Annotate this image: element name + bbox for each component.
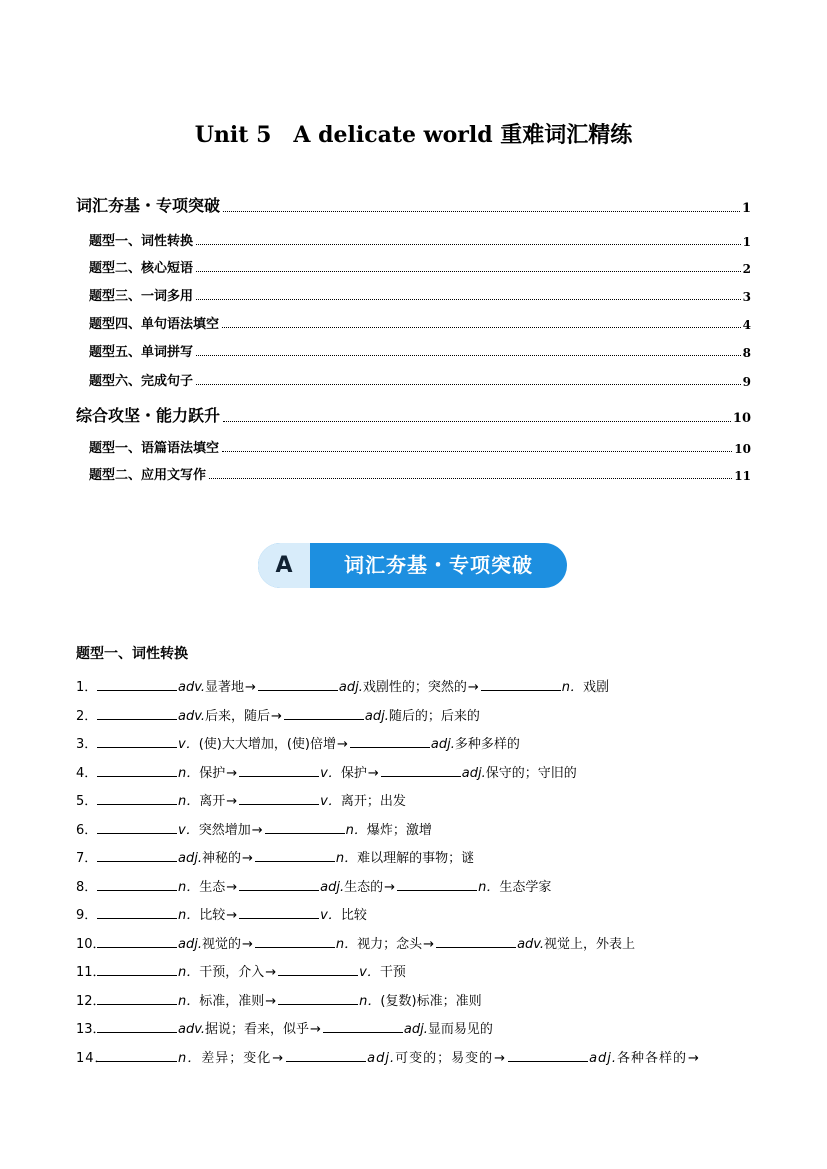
- exercise-item: [76, 790, 406, 809]
- answer-blank[interactable]: [508, 1049, 588, 1062]
- answer-blank[interactable]: [239, 764, 319, 777]
- definition: 多种多样的: [454, 737, 520, 752]
- arrow-icon: →: [226, 908, 238, 923]
- answer-blank[interactable]: [239, 906, 319, 919]
- exercise-item: [76, 990, 482, 1009]
- section-heading: 题型一、词性转换: [76, 646, 188, 662]
- toc-entry-label: 题型五、单词拼写: [89, 345, 194, 360]
- exercise-item: [76, 961, 406, 980]
- definition: (复数)标准；准则: [380, 994, 482, 1009]
- answer-blank[interactable]: [481, 678, 561, 691]
- definition: 视觉的: [201, 937, 241, 952]
- exercise-number: 10．: [76, 937, 106, 952]
- banner-letter: A: [275, 553, 293, 578]
- part-of-speech: n．: [335, 851, 358, 866]
- toc-entry-page: 8: [742, 346, 751, 360]
- definition: 显著地: [204, 680, 244, 695]
- part-of-speech: v．: [320, 794, 341, 809]
- definition: 随后的；后来的: [388, 709, 480, 724]
- answer-blank[interactable]: [97, 678, 177, 691]
- exercise-number: 4．: [76, 766, 98, 781]
- toc-leader-dots: [223, 210, 740, 212]
- document-title: Unit 5 A delicate world 重难词汇精练: [194, 122, 633, 148]
- toc-entry[interactable]: [89, 464, 751, 483]
- arrow-icon: →: [241, 851, 253, 866]
- part-of-speech: n．: [345, 823, 367, 838]
- answer-blank[interactable]: [278, 963, 358, 976]
- toc-entry-page: 3: [742, 290, 751, 304]
- part-of-speech: n．: [478, 880, 500, 895]
- definition: 离开: [199, 794, 226, 809]
- answer-blank[interactable]: [286, 1049, 366, 1062]
- part-of-speech: v．: [178, 823, 199, 838]
- definition: (使)大大增加，(使)倍增: [198, 737, 336, 752]
- exercise-item: [76, 876, 551, 895]
- part-of-speech: adj.: [589, 1051, 618, 1066]
- arrow-icon: →: [467, 680, 479, 695]
- exercise-number: 6．: [76, 823, 98, 838]
- definition: 视觉上，外表上: [544, 937, 636, 952]
- arrow-icon: →: [310, 1022, 321, 1037]
- exercise-item: [76, 904, 367, 923]
- toc-entry-page: 2: [742, 262, 751, 276]
- arrow-icon: →: [494, 1051, 507, 1066]
- part-of-speech: n．: [178, 908, 200, 923]
- toc-entry[interactable]: [89, 437, 751, 456]
- toc-entry[interactable]: [76, 193, 751, 216]
- part-of-speech: adv.: [517, 937, 545, 952]
- toc-entry-label: 题型二、核心短语: [89, 261, 194, 276]
- part-of-speech: n．: [178, 794, 200, 809]
- arrow-icon: →: [384, 880, 396, 895]
- toc-entry[interactable]: [89, 341, 751, 360]
- exercise-item: [76, 1047, 701, 1066]
- toc-leader-dots: [196, 354, 741, 356]
- section-banner: [258, 543, 567, 588]
- definition: 难以理解的事物；谜: [357, 851, 475, 866]
- definition: 爆炸；激增: [366, 823, 432, 838]
- part-of-speech: adj.: [320, 880, 345, 895]
- part-of-speech: adj.: [178, 937, 202, 952]
- definition: 保护: [340, 766, 367, 781]
- definition: 标准，准则: [199, 994, 265, 1009]
- toc-entry[interactable]: [89, 257, 751, 276]
- answer-blank[interactable]: [265, 821, 345, 834]
- toc-entry-page: 11: [734, 469, 751, 483]
- answer-blank[interactable]: [97, 935, 177, 948]
- toc-entry-page: 4: [742, 318, 751, 332]
- exercise-item: [76, 762, 577, 781]
- arrow-icon: →: [688, 1051, 700, 1066]
- definition: 干预: [379, 965, 406, 980]
- answer-blank[interactable]: [97, 735, 177, 748]
- arrow-icon: →: [265, 994, 277, 1009]
- toc-leader-dots: [196, 298, 741, 300]
- part-of-speech: n．: [359, 994, 381, 1009]
- definition: 比较: [340, 908, 367, 923]
- part-of-speech: adj.: [430, 737, 455, 752]
- part-of-speech: adv.: [178, 1022, 205, 1037]
- answer-blank[interactable]: [284, 707, 364, 720]
- exercise-number: 8．: [76, 880, 98, 895]
- exercise-item: [76, 933, 635, 952]
- arrow-icon: →: [241, 937, 253, 952]
- toc-leader-dots: [222, 326, 741, 328]
- part-of-speech: adj.: [364, 709, 389, 724]
- answer-blank[interactable]: [97, 1020, 177, 1033]
- exercise-number: 13．: [76, 1022, 106, 1037]
- toc-entry-label: 题型一、词性转换: [89, 234, 194, 249]
- answer-blank[interactable]: [97, 992, 177, 1005]
- exercise-number: 7．: [76, 851, 98, 866]
- exercise-item: [76, 705, 480, 724]
- exercise-item: [76, 819, 432, 838]
- definition: 保护: [199, 766, 226, 781]
- part-of-speech: v．: [320, 908, 341, 923]
- exercise-number: 5．: [76, 794, 98, 809]
- exercise-number: 9．: [76, 908, 98, 923]
- toc-entry-label: 词汇夯基・专项突破: [76, 196, 221, 215]
- definition: 戏剧: [583, 680, 610, 695]
- answer-blank[interactable]: [97, 764, 177, 777]
- definition: 突然增加: [198, 823, 251, 838]
- answer-blank[interactable]: [381, 764, 461, 777]
- toc-entry-page: 1: [742, 235, 751, 249]
- toc-entry-page: 9: [742, 375, 751, 389]
- toc-leader-dots: [196, 270, 741, 272]
- toc-entry-label: 题型六、完成句子: [89, 374, 194, 389]
- part-of-speech: v．: [320, 766, 341, 781]
- answer-blank[interactable]: [239, 878, 319, 891]
- answer-blank[interactable]: [97, 849, 177, 862]
- toc-entry[interactable]: [89, 230, 751, 249]
- answer-blank[interactable]: [255, 849, 335, 862]
- part-of-speech: n．: [178, 994, 200, 1009]
- toc-entry[interactable]: [76, 403, 751, 426]
- exercise-number: 1．: [76, 680, 98, 695]
- definition: 生态: [199, 880, 226, 895]
- answer-blank[interactable]: [258, 678, 338, 691]
- toc-entry[interactable]: [89, 285, 751, 304]
- part-of-speech: adj.: [178, 851, 202, 866]
- part-of-speech: adj.: [403, 1022, 428, 1037]
- toc-leader-dots: [223, 420, 731, 422]
- exercise-number: 11．: [76, 965, 106, 980]
- arrow-icon: →: [251, 823, 263, 838]
- banner-text: 词汇夯基・专项突破: [344, 553, 533, 577]
- toc-entry-label: 题型三、一词多用: [89, 289, 194, 304]
- part-of-speech: n．: [178, 965, 200, 980]
- arrow-icon: →: [226, 766, 238, 781]
- toc-leader-dots: [222, 450, 732, 452]
- exercise-item: [76, 847, 474, 866]
- arrow-icon: →: [272, 1051, 285, 1066]
- arrow-icon: →: [423, 937, 435, 952]
- toc-entry-page: 10: [732, 411, 751, 426]
- definition: 据说；看来，似乎: [204, 1022, 309, 1037]
- definition: 戏剧性的；突然的: [362, 680, 467, 695]
- exercise-item: [76, 733, 520, 752]
- answer-blank[interactable]: [278, 992, 358, 1005]
- definition: 比较: [199, 908, 226, 923]
- answer-blank[interactable]: [97, 792, 177, 805]
- toc-entry-page: 1: [741, 201, 751, 216]
- part-of-speech: v．: [178, 737, 199, 752]
- part-of-speech: n．: [335, 937, 358, 952]
- arrow-icon: →: [265, 965, 277, 980]
- definition: 可变的；易变的: [395, 1051, 494, 1066]
- toc-leader-dots: [196, 383, 741, 385]
- answer-blank[interactable]: [255, 935, 335, 948]
- exercise-number: 2．: [76, 709, 98, 724]
- definition: 生态学家: [499, 880, 552, 895]
- exercise-number: 12．: [76, 994, 106, 1009]
- answer-blank[interactable]: [97, 1049, 177, 1062]
- toc-entry[interactable]: [89, 370, 751, 389]
- definition: 生态的: [344, 880, 384, 895]
- toc-entry-label: 题型四、单句语法填空: [89, 317, 220, 332]
- arrow-icon: →: [245, 680, 256, 695]
- definition: 显而易见的: [427, 1022, 493, 1037]
- arrow-icon: →: [226, 880, 238, 895]
- toc-entry-label: 题型一、语篇语法填空: [89, 441, 220, 456]
- definition: 后来，随后: [204, 709, 270, 724]
- answer-blank[interactable]: [97, 821, 177, 834]
- arrow-icon: →: [337, 737, 348, 752]
- definition: 差异；变化: [201, 1051, 272, 1066]
- part-of-speech: adv.: [178, 680, 205, 695]
- arrow-icon: →: [271, 709, 282, 724]
- definition: 保守的；守旧的: [485, 766, 577, 781]
- toc-leader-dots: [196, 243, 741, 245]
- answer-blank[interactable]: [397, 878, 477, 891]
- part-of-speech: n．: [561, 680, 584, 695]
- answer-blank[interactable]: [436, 935, 516, 948]
- toc-entry-page: 10: [734, 442, 751, 456]
- exercise-item: [76, 676, 609, 695]
- exercise-number: 14．: [76, 1051, 109, 1066]
- answer-blank[interactable]: [97, 707, 177, 720]
- toc-entry-label: 题型二、应用文写作: [89, 468, 207, 483]
- answer-blank[interactable]: [323, 1020, 403, 1033]
- definition: 神秘的: [201, 851, 241, 866]
- arrow-icon: →: [367, 766, 379, 781]
- toc-entry-label: 综合攻坚・能力跃升: [76, 406, 221, 425]
- part-of-speech: v．: [359, 965, 380, 980]
- part-of-speech: n．: [178, 766, 200, 781]
- definition: 干预，介入: [199, 965, 265, 980]
- part-of-speech: n．: [178, 1051, 202, 1066]
- answer-blank[interactable]: [239, 792, 319, 805]
- part-of-speech: adj.: [461, 766, 486, 781]
- definition: 各种各样的: [617, 1051, 688, 1066]
- toc-leader-dots: [209, 477, 732, 479]
- part-of-speech: n．: [178, 880, 200, 895]
- exercise-item: [76, 1018, 493, 1037]
- answer-blank[interactable]: [97, 963, 177, 976]
- part-of-speech: adj.: [367, 1051, 396, 1066]
- definition: 离开；出发: [340, 794, 406, 809]
- answer-blank[interactable]: [97, 906, 177, 919]
- part-of-speech: adj.: [338, 680, 363, 695]
- answer-blank[interactable]: [97, 878, 177, 891]
- toc-entry[interactable]: [89, 313, 751, 332]
- definition: 视力；念头: [357, 937, 423, 952]
- arrow-icon: →: [226, 794, 238, 809]
- answer-blank[interactable]: [350, 735, 430, 748]
- part-of-speech: adv.: [178, 709, 205, 724]
- exercise-number: 3．: [76, 737, 98, 752]
